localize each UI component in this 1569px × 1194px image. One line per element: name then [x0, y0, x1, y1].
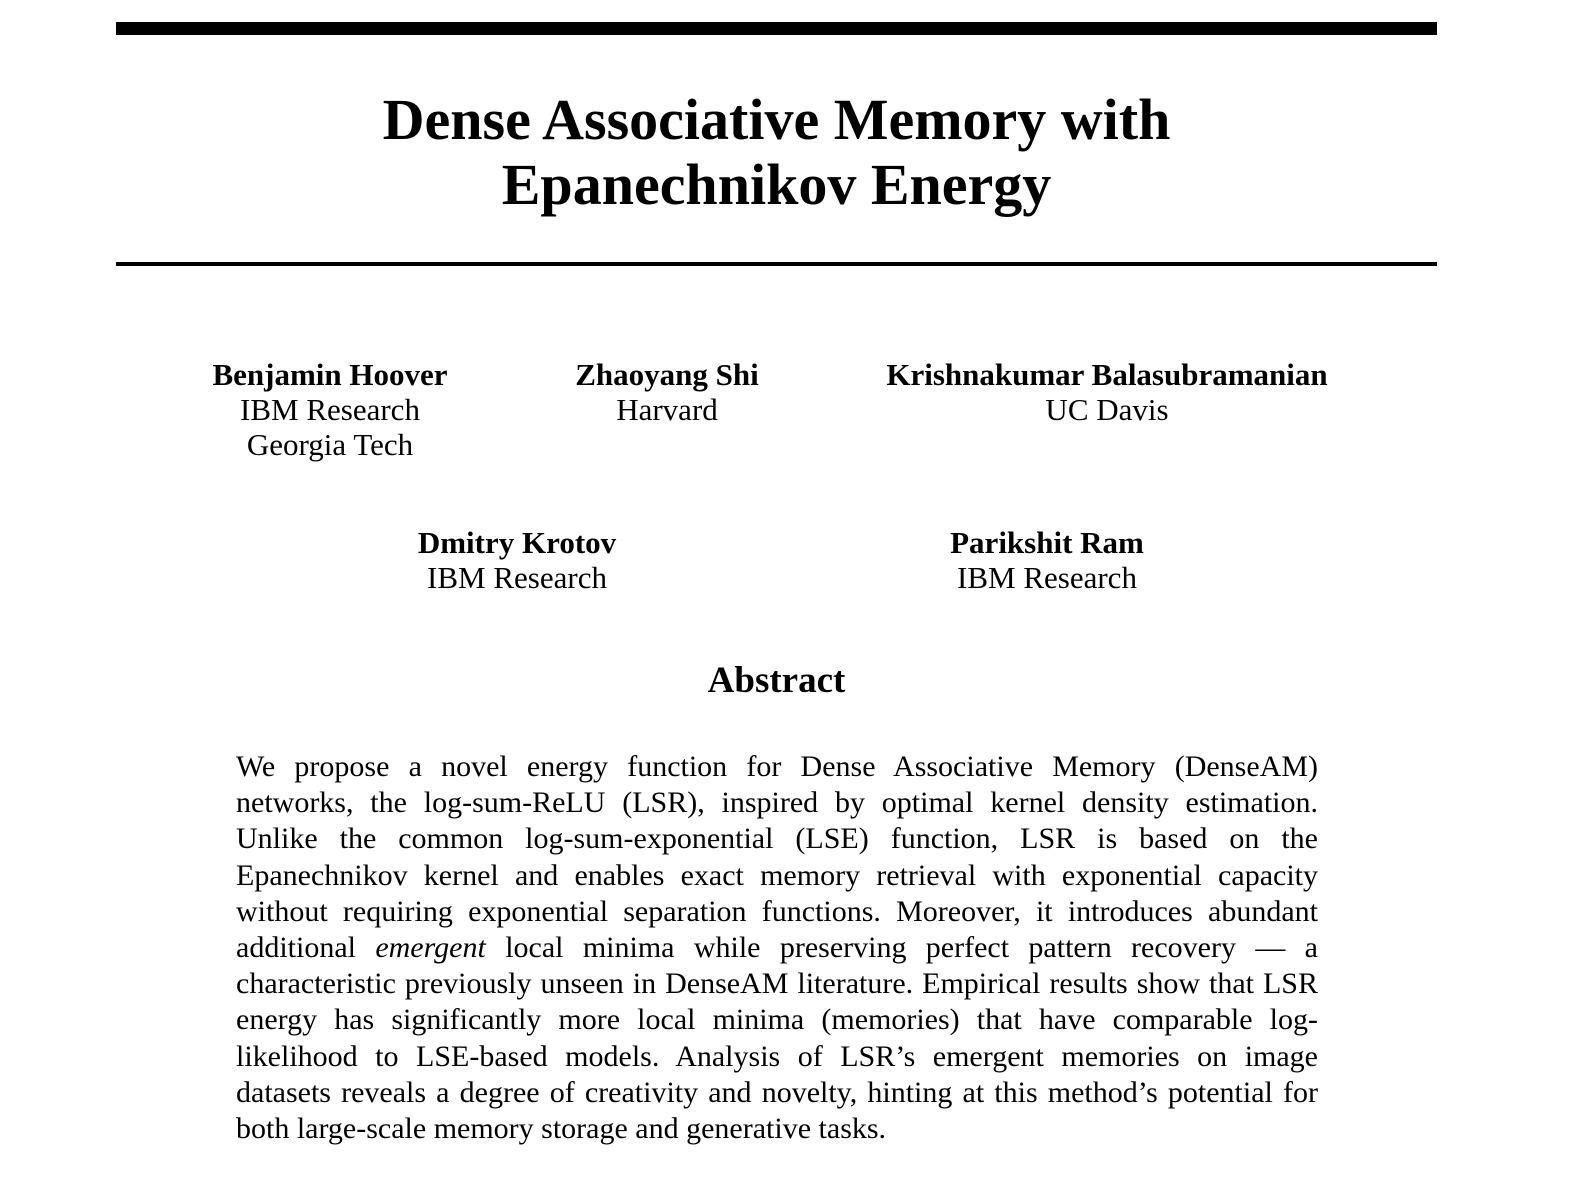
header-rule-bar: [116, 22, 1437, 35]
author-affiliation: Georgia Tech: [246, 427, 414, 462]
paper-title-line-1: Dense Associative Memory with: [382, 87, 1171, 152]
author-name: Zhaoyang Shi: [575, 357, 759, 392]
abstract-text-after-emphasis: local minima while preserving perfect pattern recovery — a characteristic previously unseen in DenseAM literature. Empirical results show that LSR energy has significantly more local minima (memories) that have comparable log-likelihood to LSE-based models. Analysis of LSR’s emergent memories on image datasets reveals a degree of creativity and novelty, hinting at this method’s potential for both large-scale memory storage and generative tasks.: [236, 931, 1318, 1146]
author-name: Krishnakumar Balasubramanian: [886, 357, 1328, 392]
author-affiliation: Harvard: [616, 392, 718, 427]
abstract-text-before-emphasis: We propose a novel energy function for Dense Associative Memory (DenseAM) networks, the log-sum-ReLU (LSR), inspired by optimal kernel density estimation. Unlike the common log-sum-exponential (LSE) function, LSR is based on the Epanechnikov kernel and enables exact memory retrieval with exponential capacity without requiring exponential separation functions. Moreover, it introduces abundant additional: [236, 750, 1318, 965]
author-block-dmitry-krotov: [418, 525, 616, 595]
author-affiliation: IBM Research: [427, 560, 607, 595]
paper-title-line-2: Epanechnikov Energy: [501, 152, 1052, 217]
author-affiliation: IBM Research: [240, 392, 420, 427]
author-block-krishnakumar-balasubramanian: [886, 357, 1327, 427]
title-separator-rule: [116, 262, 1437, 266]
author-affiliation: IBM Research: [957, 560, 1137, 595]
author-affiliation: UC Davis: [1045, 392, 1169, 427]
author-name: Dmitry Krotov: [417, 525, 617, 560]
paper-title: [116, 87, 1437, 217]
abstract-text: [236, 749, 1318, 1147]
abstract-heading: Abstract: [707, 660, 846, 701]
author-block-benjamin-hoover: [212, 357, 447, 462]
author-name: Parikshit Ram: [950, 525, 1144, 560]
author-block-parikshit-ram: [950, 525, 1144, 595]
author-block-zhaoyang-shi: [575, 357, 759, 427]
abstract-emphasis-word: emergent: [375, 931, 486, 965]
author-name: Benjamin Hoover: [212, 357, 448, 392]
